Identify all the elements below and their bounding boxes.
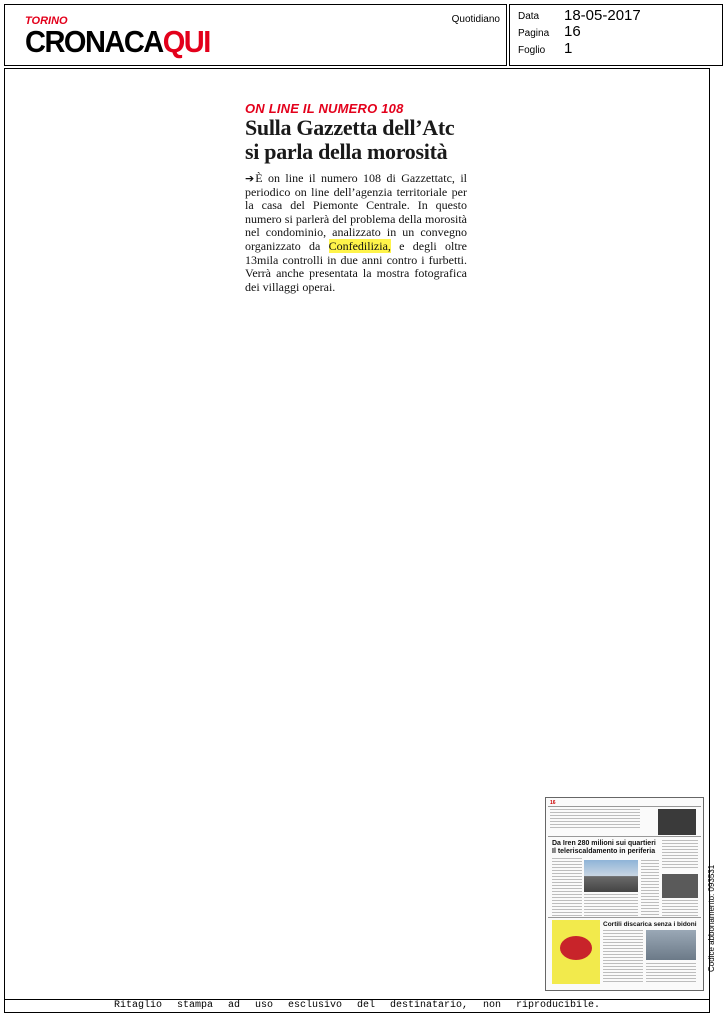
logo-city: TORINO — [25, 15, 68, 27]
logo-title-red: QUI — [162, 25, 210, 60]
newspaper-logo — [25, 15, 210, 60]
highlighted-term: Confedilizia, — [328, 238, 391, 253]
metadata-box — [509, 4, 723, 66]
thumb-ad-heart — [560, 936, 592, 960]
headline-line-2: si parla della morosità — [245, 139, 448, 164]
subscription-code: Codice abbonamento: 093531 — [707, 864, 716, 972]
article-body-text-2: e degli oltre 13mila controlli in due anni contro i furbetti. Verrà anche presentata la mostra fotografica dei villaggi operai. — [245, 238, 468, 294]
data-label: Data — [518, 11, 540, 22]
logo-title — [25, 27, 210, 59]
thumb-headline-1: Da Iren 280 milioni sui quartieri Il teleriscaldamento in periferia — [552, 840, 656, 855]
footer-disclaimer: Ritaglio stampa ad uso esclusivo del destinatario, non riproducibile. — [4, 1000, 710, 1013]
pagina-label: Pagina — [518, 28, 550, 39]
thumb-photo-2 — [584, 860, 638, 892]
article-body-text-1: È on line il numero 108 di Gazzettatc, il periodico on line dell’agenzia territoriale per la casa del Piemonte Centrale. In questo numero si parlerà del problema della morosità nel condominio, analizzato in un convegno organizzato da — [245, 171, 467, 253]
page-thumbnail: 16 Da Iren 280 milioni sui quartieri Il teleriscaldamento in periferia Cortili discarica senza i bidoni — [545, 797, 704, 991]
header-logo-box — [4, 4, 507, 66]
thumb-photo-3 — [662, 874, 698, 898]
publication-type: Quotidiano — [451, 14, 500, 25]
logo-title-black: CRONACA — [25, 25, 163, 60]
data-value: 18-05-2017 — [564, 7, 641, 24]
arrow-icon: ➔ — [245, 172, 255, 185]
article-headline — [245, 116, 485, 164]
foglio-label: Foglio — [518, 45, 546, 56]
article-kicker: ON LINE IL NUMERO 108 — [245, 101, 404, 116]
thumb-photo-4 — [646, 930, 696, 960]
pagina-value: 16 — [564, 23, 581, 40]
thumb-photo-1 — [658, 809, 696, 835]
headline-line-1: Sulla Gazzetta dell’Atc — [245, 115, 455, 140]
thumb-headline-2: Cortili discarica senza i bidoni — [603, 921, 697, 928]
foglio-value: 1 — [564, 40, 573, 57]
article-body — [245, 172, 467, 294]
